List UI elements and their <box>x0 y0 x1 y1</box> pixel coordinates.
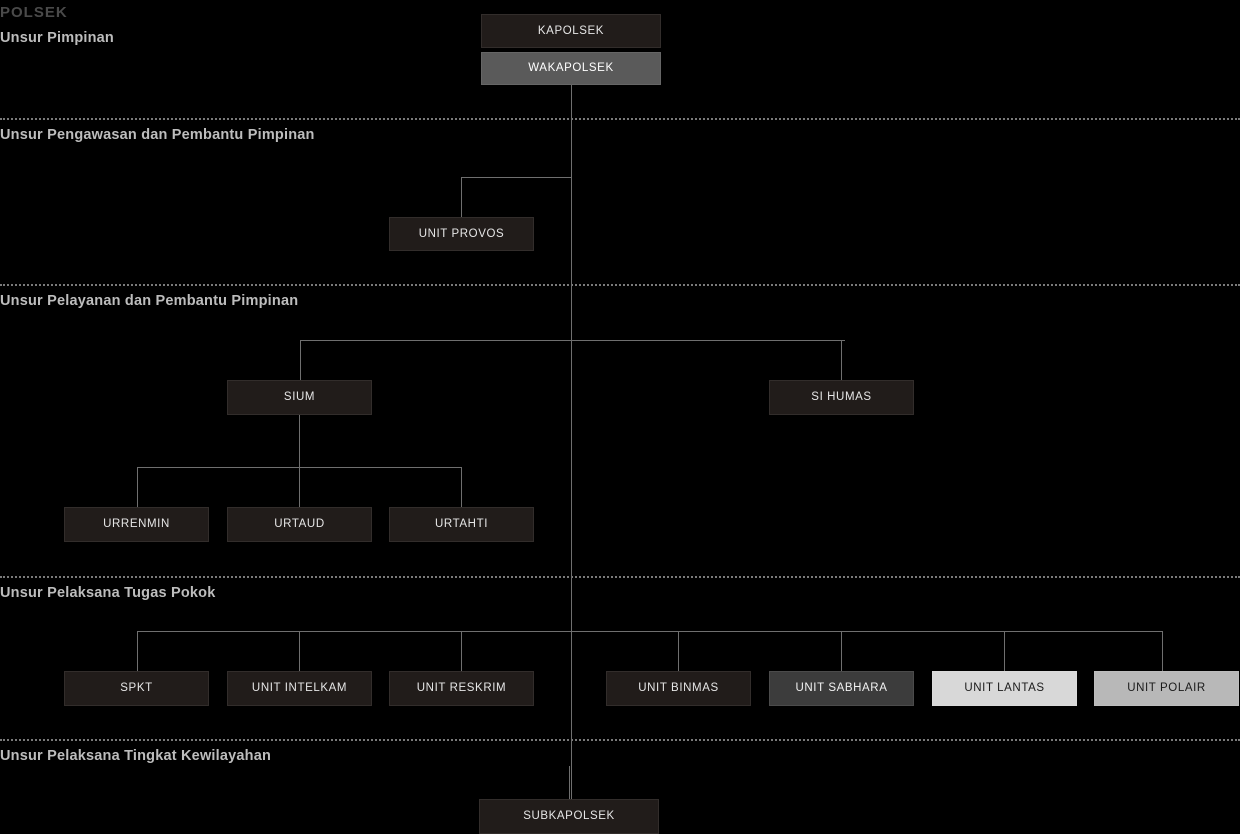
connector-line <box>137 631 1162 632</box>
connector-line <box>137 467 138 507</box>
section-divider <box>0 118 1240 120</box>
connector-line <box>299 415 300 507</box>
org-node-si-humas[interactable]: SI HUMAS <box>769 380 914 415</box>
section-label: Unsur Pengawasan dan Pembantu Pimpinan <box>0 127 315 143</box>
section-divider <box>0 739 1240 741</box>
org-node-unit-intelkam[interactable]: UNIT INTELKAM <box>227 671 372 706</box>
org-node-subkapolsek[interactable]: SUBKAPOLSEK <box>479 799 659 834</box>
org-node-unit-binmas[interactable]: UNIT BINMAS <box>606 671 751 706</box>
connector-line <box>841 340 842 380</box>
section-label: Unsur Pelayanan dan Pembantu Pimpinan <box>0 293 299 309</box>
org-node-unit-polair[interactable]: UNIT POLAIR <box>1094 671 1239 706</box>
connector-line <box>300 340 845 341</box>
connector-line <box>461 467 462 507</box>
section-label: Unsur Pimpinan <box>0 30 114 46</box>
connector-line <box>1004 631 1005 671</box>
connector-line <box>461 177 462 217</box>
connector-line <box>299 631 300 671</box>
connector-line <box>137 631 138 671</box>
section-divider <box>0 576 1240 578</box>
org-node-unit-reskrim[interactable]: UNIT RESKRIM <box>389 671 534 706</box>
chart-title: POLSEK <box>0 4 68 21</box>
connector-line <box>571 637 572 799</box>
section-divider <box>0 284 1240 286</box>
connector-line <box>137 467 462 468</box>
org-node-wakapolsek[interactable]: WAKAPOLSEK <box>481 52 661 85</box>
connector-line <box>300 340 301 380</box>
connector-line <box>1162 631 1163 671</box>
section-label: Unsur Pelaksana Tugas Pokok <box>0 585 216 601</box>
connector-line <box>569 766 570 799</box>
org-node-unit-lantas[interactable]: UNIT LANTAS <box>932 671 1077 706</box>
org-node-urtaud[interactable]: URTAUD <box>227 507 372 542</box>
connector-line <box>461 631 462 671</box>
org-node-urtahti[interactable]: URTAHTI <box>389 507 534 542</box>
org-node-sium[interactable]: SIUM <box>227 380 372 415</box>
connector-line <box>461 177 572 178</box>
connector-line <box>571 85 572 637</box>
connector-line <box>841 631 842 671</box>
connector-line <box>678 631 679 671</box>
org-node-unit-sabhara[interactable]: UNIT SABHARA <box>769 671 914 706</box>
org-node-unit-provos[interactable]: UNIT PROVOS <box>389 217 534 251</box>
org-node-kapolsek[interactable]: KAPOLSEK <box>481 14 661 48</box>
org-node-spkt[interactable]: SPKT <box>64 671 209 706</box>
org-node-urrenmin[interactable]: URRENMIN <box>64 507 209 542</box>
section-label: Unsur Pelaksana Tingkat Kewilayahan <box>0 748 272 764</box>
